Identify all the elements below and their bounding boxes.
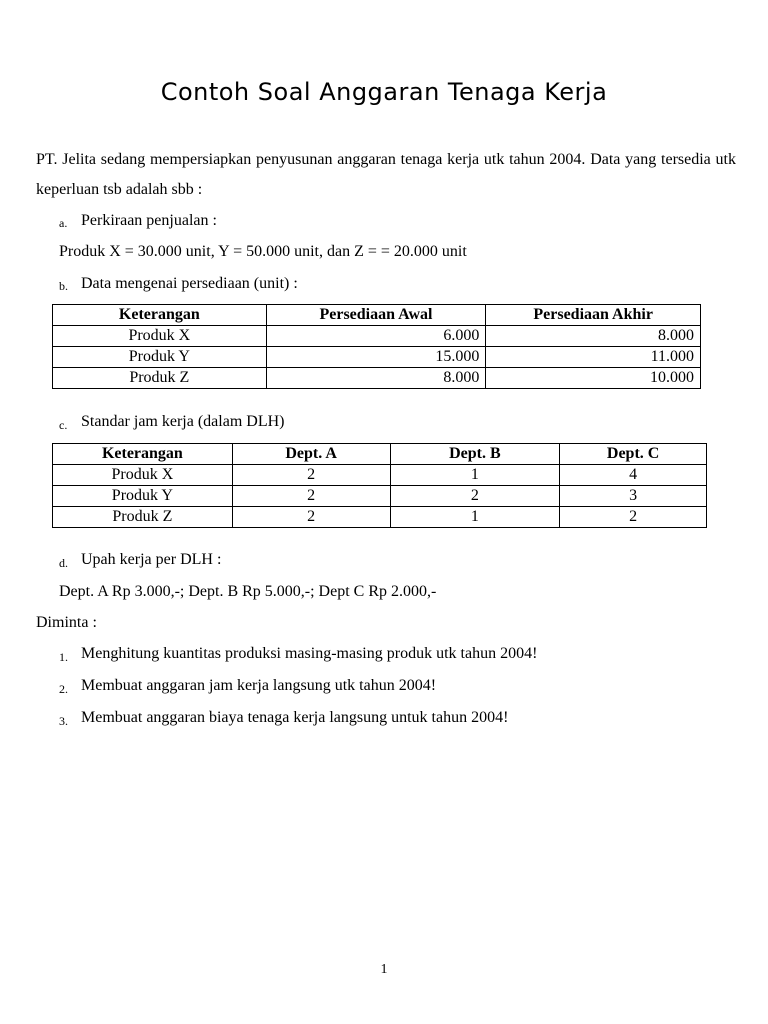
table-cell: Produk X	[53, 465, 233, 486]
table-cell: 8.000	[486, 326, 701, 347]
list-marker-c: c.	[59, 418, 68, 432]
task-marker-2: 2.	[59, 682, 68, 696]
intro-paragraph: PT. Jelita sedang mempersiapkan penyusunan anggaran tenaga kerja utk tahun 2004. Data yang tersedia utk keperluan tsb adalah sbb :	[36, 151, 736, 198]
requirements-heading: Diminta :	[36, 614, 97, 631]
inventory-label: Data mengenai persediaan (unit) :	[81, 275, 298, 292]
task-item-1: Menghitung kuantitas produksi masing-masing produk utk tahun 2004!	[81, 645, 538, 662]
table-cell: 6.000	[266, 326, 486, 347]
column-header: Persediaan Akhir	[486, 305, 701, 326]
table-cell: 2	[390, 486, 560, 507]
labor-hours-table	[52, 443, 707, 528]
column-header: Dept. A	[232, 444, 390, 465]
table-row	[53, 347, 701, 368]
column-header: Keterangan	[53, 444, 233, 465]
table-row	[53, 326, 701, 347]
table-cell: 11.000	[486, 347, 701, 368]
table-cell: 3	[560, 486, 707, 507]
task-item-2: Membuat anggaran jam kerja langsung utk tahun 2004!	[81, 677, 437, 694]
table-cell: 8.000	[266, 368, 486, 389]
wage-rate-label: Upah kerja per DLH :	[81, 551, 222, 568]
column-header: Dept. C	[560, 444, 707, 465]
sales-estimate-label: Perkiraan penjualan :	[81, 212, 217, 229]
inventory-table	[52, 304, 701, 389]
labor-hours-label: Standar jam kerja (dalam DLH)	[81, 413, 285, 430]
table-cell: 2	[232, 507, 390, 528]
table-cell: Produk Y	[53, 486, 233, 507]
table-cell: Produk Z	[53, 507, 233, 528]
sales-estimate-detail: Produk X = 30.000 unit, Y = 50.000 unit, dan Z = = 20.000 unit	[59, 243, 467, 260]
table-cell: 10.000	[486, 368, 701, 389]
table-cell: Produk X	[53, 326, 267, 347]
table-row	[53, 368, 701, 389]
list-marker-d: d.	[59, 556, 68, 570]
table-cell: 2	[232, 486, 390, 507]
column-header: Keterangan	[53, 305, 267, 326]
table-row	[53, 465, 707, 486]
table-row	[53, 507, 707, 528]
table-cell: 1	[390, 507, 560, 528]
task-item-3: Membuat anggaran biaya tenaga kerja langsung untuk tahun 2004!	[81, 709, 509, 726]
table-cell: 15.000	[266, 347, 486, 368]
list-marker-b: b.	[59, 279, 68, 293]
table-header-row	[53, 444, 707, 465]
task-marker-3: 3.	[59, 714, 68, 728]
table-cell: 2	[560, 507, 707, 528]
page-number: 1	[380, 962, 388, 977]
column-header: Dept. B	[390, 444, 560, 465]
table-cell: 2	[232, 465, 390, 486]
table-cell: Produk Y	[53, 347, 267, 368]
column-header: Persediaan Awal	[266, 305, 486, 326]
table-header-row	[53, 305, 701, 326]
document-title: Contoh Soal Anggaran Tenaga Kerja	[160, 78, 608, 106]
wage-rate-detail: Dept. A Rp 3.000,-; Dept. B Rp 5.000,-; Dept C Rp 2.000,-	[59, 583, 437, 600]
table-row	[53, 486, 707, 507]
table-cell: Produk Z	[53, 368, 267, 389]
table-cell: 1	[390, 465, 560, 486]
table-cell: 4	[560, 465, 707, 486]
task-marker-1: 1.	[59, 650, 68, 664]
list-marker-a: a.	[59, 216, 68, 230]
